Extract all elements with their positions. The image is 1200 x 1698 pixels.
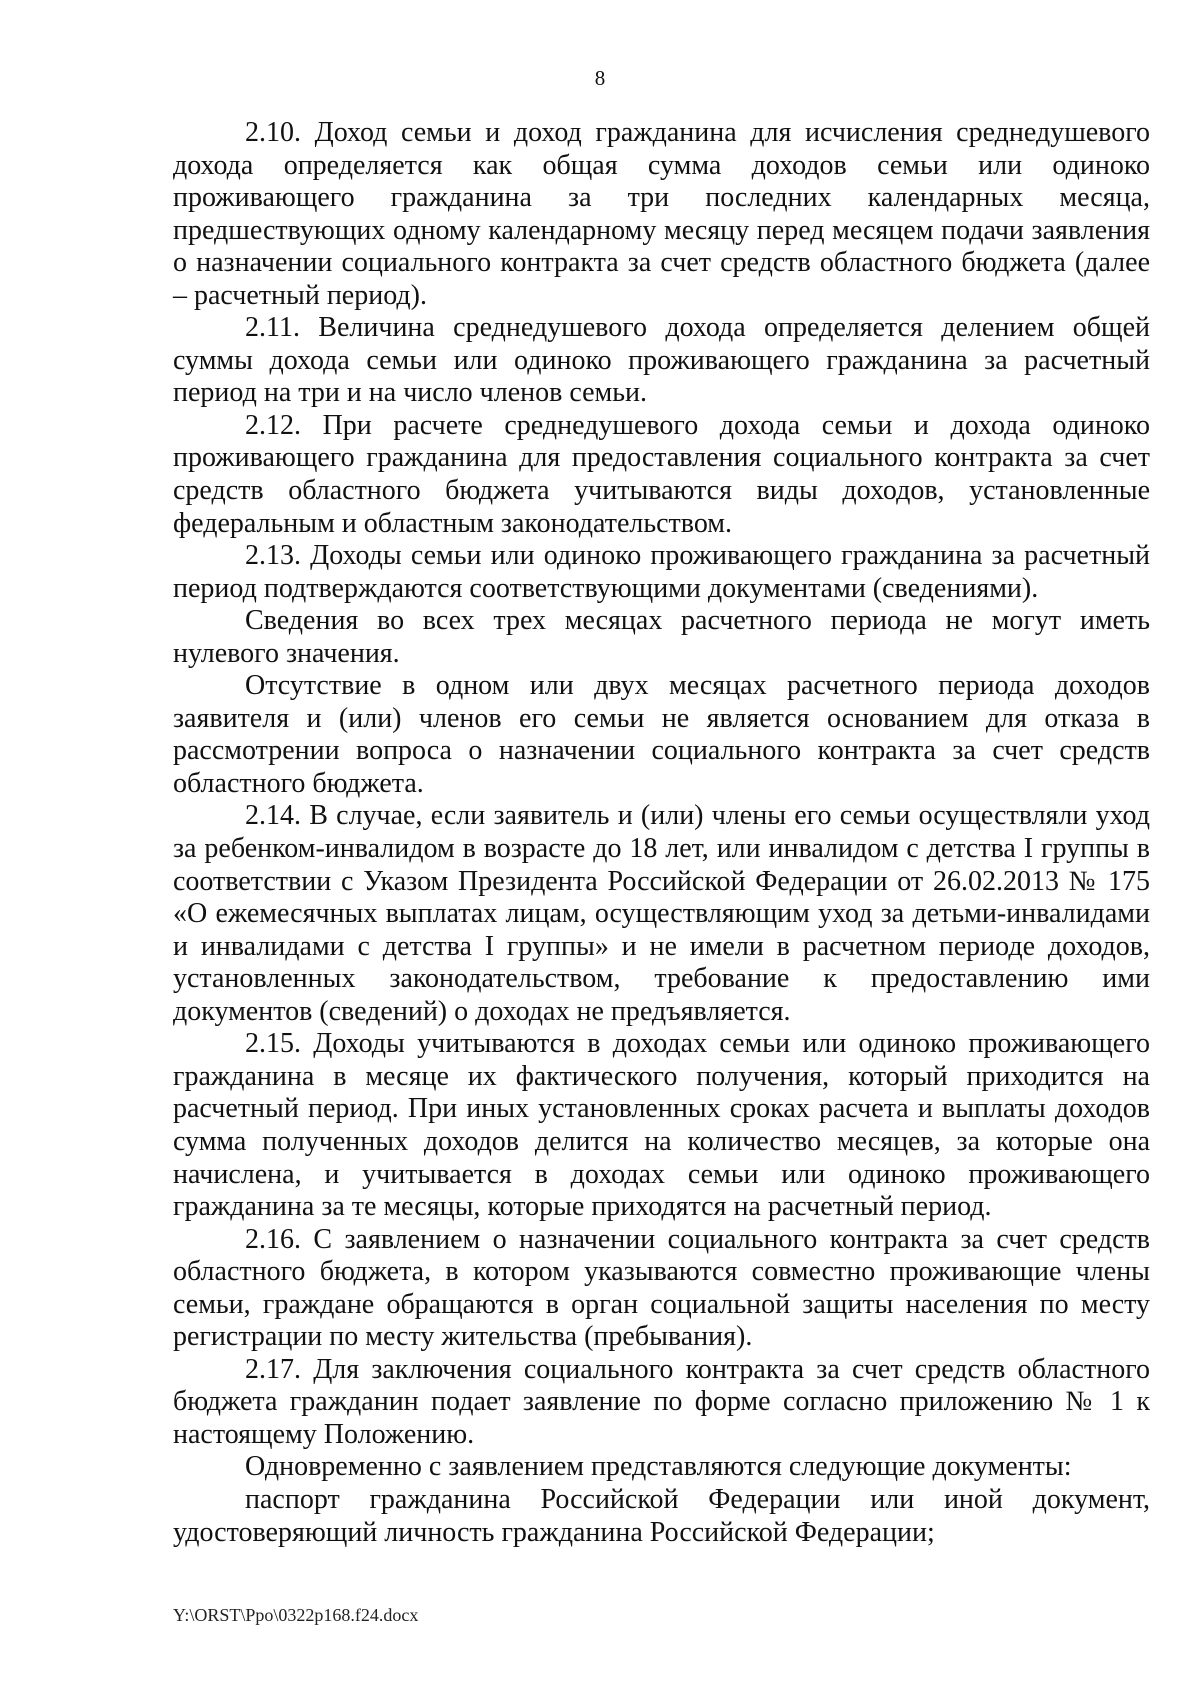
paragraph-2-11: 2.11. Величина среднедушевого дохода определяется делением общей суммы дохода семьи или одиноко проживающего гражданина за расчетный период на три и на число членов семьи. [173, 312, 1150, 409]
paragraph-documents-intro: Одновременно с заявлением представляются следующие документы: [245, 1451, 1072, 1483]
paragraph-zero-income: Сведения во всех трех месяцах расчетного периода не могут иметь нулевого значения. [173, 605, 1150, 669]
paragraph-2-16: 2.16. С заявлением о назначении социального контракта за счет средств областного бюджета, в котором указываются совместно проживающие члены семьи, граждане обращаются в орган социальной защиты населения по месту регистрации по месту жительства (пребывания). [173, 1223, 1150, 1353]
document-body [173, 117, 1150, 1549]
paragraph-2-10: 2.10. Доход семьи и доход гражданина для исчисления среднедушевого дохода определяется как общая сумма доходов семьи или одиноко проживающего гражданина за три последних календарных месяца, предшествующих одному календарному месяцу перед месяцем подачи заявления о назначении социального контракта за счет средств областного бюджета (далее – расчетный период). [173, 117, 1150, 311]
page-number: 8 [594, 66, 606, 90]
paragraph-2-12: 2.12. При расчете среднедушевого дохода семьи и дохода одиноко проживающего гражданина для предоставления социального контракта за счет средств областного бюджета учитываются виды доходов, установленные федеральным и областным законодательством. [173, 409, 1150, 539]
paragraph-2-17: 2.17. Для заключения социального контракта за счет средств областного бюджета гражданин подает заявление по форме согласно приложению № 1 к настоящему Положению. [173, 1353, 1150, 1450]
paragraph-missing-income: Отсутствие в одном или двух месяцах расчетного периода доходов заявителя и (или) членов его семьи не является основанием для отказа в рассмотрении вопроса о назначении социального контракта за счет средств областного бюджета. [173, 670, 1150, 799]
footer-file-path: Y:\ORST\Ppo\0322p168.f24.docx [173, 1605, 419, 1625]
paragraph-2-13: 2.13. Доходы семьи или одиноко проживающего гражданина за расчетный период подтверждаются соответствующими документами (сведениями). [173, 540, 1150, 604]
paragraph-2-15: 2.15. Доходы учитываются в доходах семьи или одиноко проживающего гражданина в месяце их фактического получения, который приходится на расчетный период. При иных установленных сроках расчета и выплаты доходов сумма полученных доходов делится на количество месяцев, за которые она начислена, и учитывается в доходах семьи или одиноко проживающего гражданина за те месяцы, которые приходятся на расчетный период. [173, 1028, 1150, 1223]
paragraph-passport: паспорт гражданина Российской Федерации или иной документ, удостоверяющий личность гражданина Российской Федерации; [173, 1483, 1150, 1548]
paragraph-2-14: 2.14. В случае, если заявитель и (или) члены его семьи осуществляли уход за ребенком-инвалидом в возрасте до 18 лет, или инвалидом с детства I группы в соответствии с Указом Президента Российской Федерации от 26.02.2013 № 175 «О ежемесячных выплатах лицам, осуществляющим уход за детьми-инвалидами и инвалидами с детства I группы» и не имели в расчетном периоде доходов, установленных законодательством, требование к предоставлению ими документов (сведений) о доходах не предъявляется. [173, 800, 1150, 1027]
